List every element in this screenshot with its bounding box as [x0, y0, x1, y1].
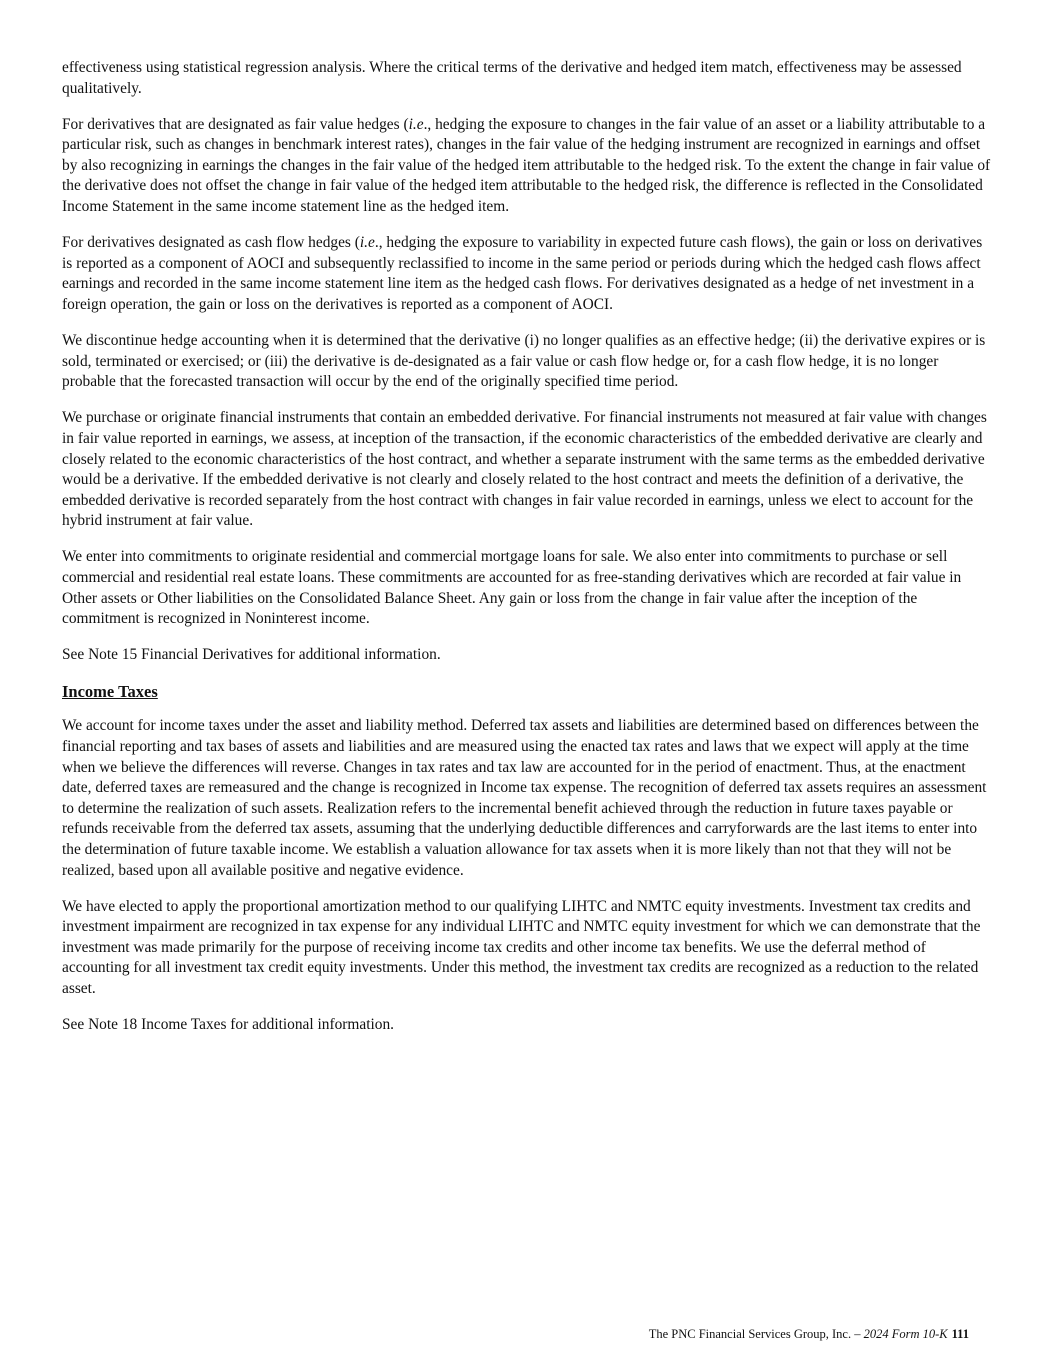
paragraph-embedded-derivative: We purchase or originate financial instruments that contain an embedded derivative. For financial instruments not measured at fair value with changes in fair value reported in earnings, we assess, at inception of the transaction, if the economic characteristics of the embedded derivative are clearly and closely related to the economic characteristics of the host contract, and whether a separate instrument with the same terms as the embedded derivative would be a derivative. If the embedded derivative is not clearly and closely related to the host contract and meets the definition of a derivative, the embedded derivative is recorded separately from the host contract with changes in fair value recorded in earnings, unless we elect to account for the hybrid instrument at fair value.	[62, 409, 987, 530]
paragraph-proportional-amortization: We have elected to apply the proportional amortization method to our qualifying LIHTC and NMTC equity investments. Investment tax credits and investment impairment are recognized in tax expense for any individual LIHTC and NMTC equity investment for which we can demonstrate that the investment was made primarily for the purpose of receiving income tax credits and other income tax benefits. We use the deferral method of accounting for all investment tax credit equity investments. Under this method, the investment tax credits are recognized as a reduction to the related asset.	[62, 897, 981, 997]
paragraph-see-note-15: See Note 15 Financial Derivatives for additional information.	[62, 646, 441, 664]
paragraph-income-tax-method: We account for income taxes under the asset and liability method. Deferred tax assets and liabilities are determined based on differences between the financial reporting and tax bases of assets and liabilities and are measured using the enacted tax rates and laws that we expect will apply at the time when we believe the differences will reverse. Changes in tax rates and tax law are accounted for in the period of enactment. Thus, at the enactment date, deferred taxes are remeasured and the change is recognized in Income tax expense. The recognition of deferred tax assets requires an assessment to determine the realization of such assets. Realization refers to the incremental benefit achieved through the reduction in future taxes payable or refunds receivable from the deferred tax assets, assuming that the underlying deductible differences and carryforwards are the last items to enter into the determination of future taxable income. We establish a valuation allowance for tax assets when it is more likely than not that they will not be realized, based upon all available positive and negative evidence.	[62, 717, 987, 879]
paragraph-text: ., hedging the exposure to changes in the fair value of an asset or a liability attributable to a particular risk, such as changes in benchmark interest rates), changes in the fair value of the hedging instrument are recognized in earnings and offset by also recognizing in earnings the changes in the fair value of the hedged item attributable to the hedged risk. To the extent the change in fair value of the derivative does not offset the change in fair value of the hedged item attributable to the hedged risk, the difference is reflected in the Consolidated Income Statement in the same income statement line as the hedged item.	[62, 115, 991, 216]
paragraph-see-note-18: See Note 18 Income Taxes for additional information.	[62, 1016, 395, 1034]
paragraph-hedge-effectiveness: effectiveness using statistical regression analysis. Where the critical terms of the derivative and hedged item match, effectiveness may be assessed qualitatively.	[62, 59, 962, 97]
italic-ie: i.e	[408, 115, 424, 133]
paragraph-fair-value-hedges	[62, 115, 996, 218]
paragraph-text: ., hedging the exposure to variability in expected future cash flows), the gain or loss on derivatives is reported as a component of AOCI and subsequently reclassified to income in the same period or periods during which the hedged cash flows affect earnings and recorded in the same income statement line item as the hedged cash flows. For derivatives designated as a hedge of net investment in a foreign operation, the gain or loss on the derivatives is reported as a component of AOCI.	[62, 234, 983, 313]
paragraph-cash-flow-hedges	[62, 233, 996, 315]
paragraph-text: For derivatives that are designated as fair value hedges (	[62, 115, 409, 133]
section-heading-income-taxes: Income Taxes	[62, 682, 158, 702]
page-footer	[649, 1326, 969, 1342]
page-number: 111	[951, 1327, 969, 1341]
paragraph-text: For derivatives designated as cash flow hedges (	[62, 234, 360, 252]
footer-company: The PNC Financial Services Group, Inc. –	[648, 1327, 864, 1341]
italic-ie: i.e	[359, 234, 375, 252]
paragraph-commitments: We enter into commitments to originate residential and commercial mortgage loans for sale. We also enter into commitments to purchase or sell commercial and residential real estate loans. These commitments are accounted for as free-standing derivatives which are recorded at fair value in Other assets or Other liabilities on the Consolidated Balance Sheet. Any gain or loss from the change in fair value after the inception of the commitment is recognized in Noninterest income.	[62, 548, 962, 628]
paragraph-discontinue-hedge: We discontinue hedge accounting when it is determined that the derivative (i) no longer qualifies as an effective hedge; (ii) the derivative expires or is sold, terminated or exercised; or (iii) the derivative is de-designated as a fair value or cash flow hedge or, for a cash flow hedge, it is no longer probable that the forecasted transaction will occur by the end of the originally specified time period.	[62, 332, 986, 391]
document-body	[62, 58, 996, 1051]
footer-form: 2024 Form 10-K	[863, 1327, 948, 1341]
